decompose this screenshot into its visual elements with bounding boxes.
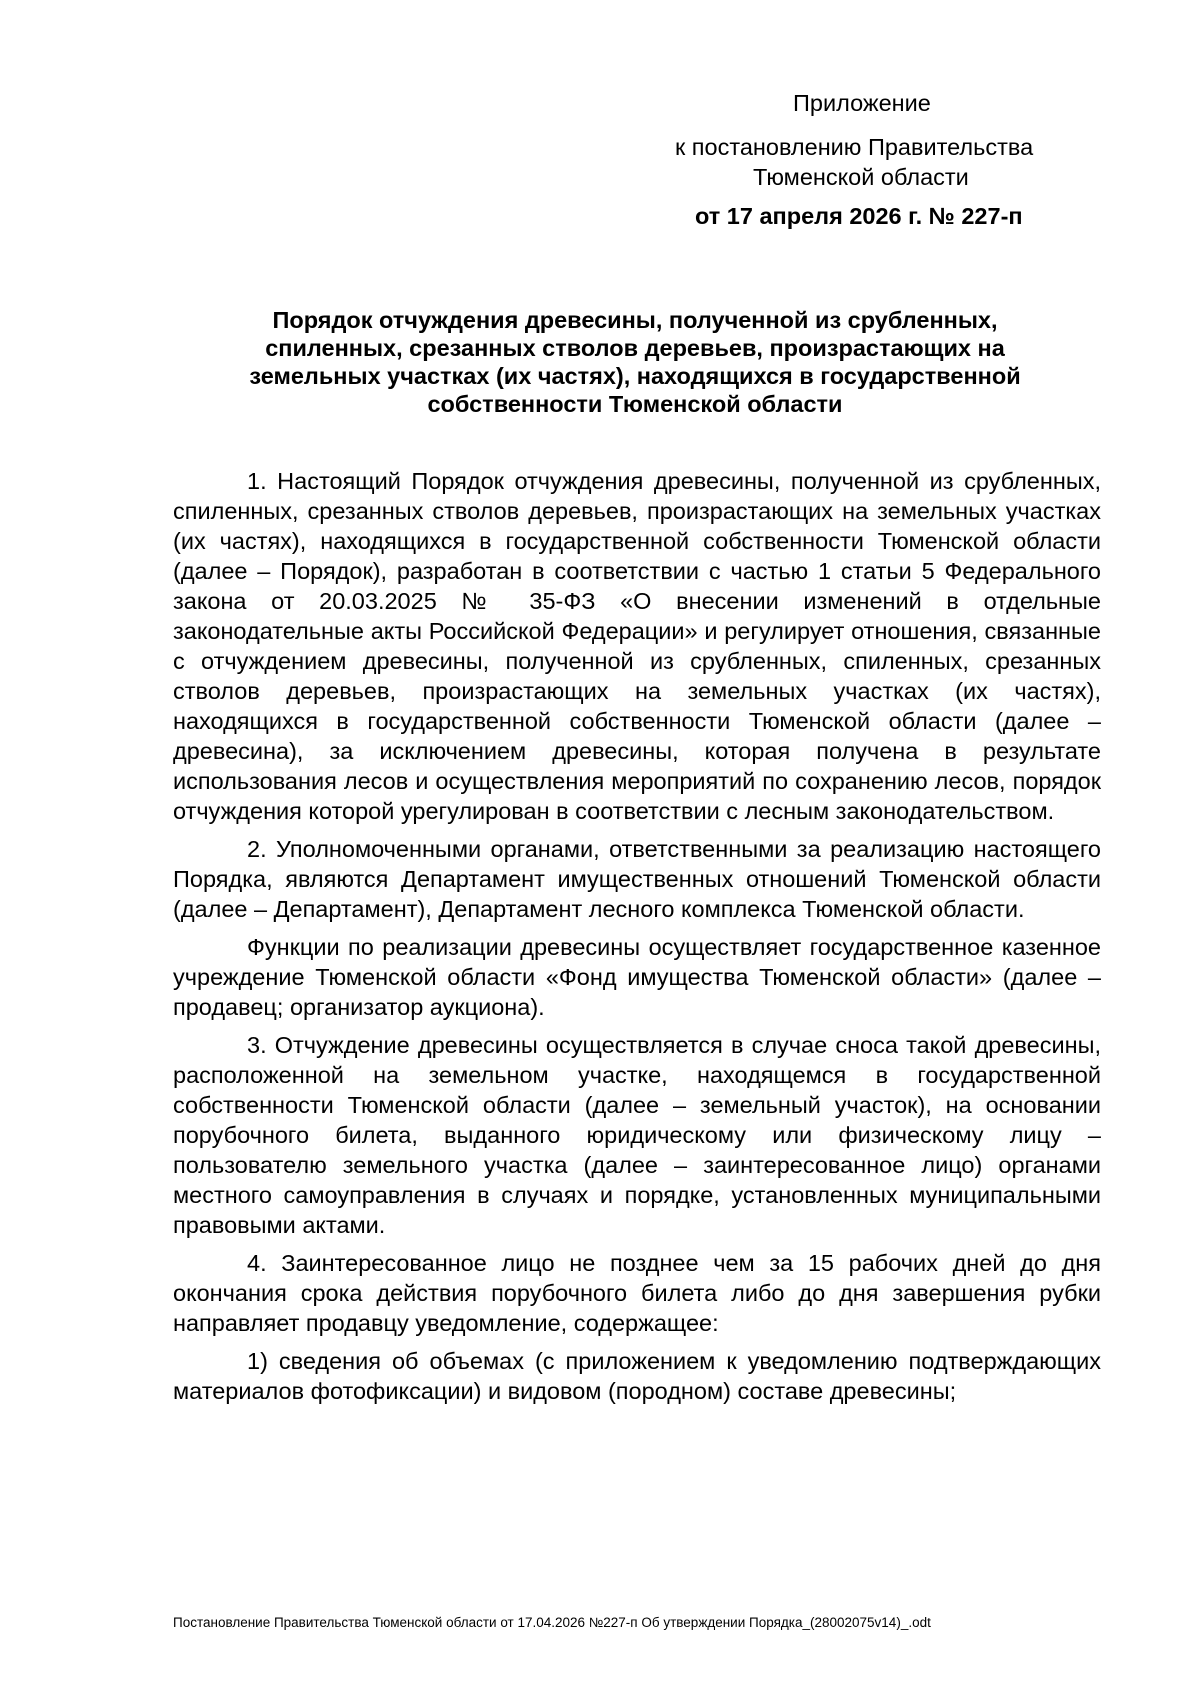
paragraph-functions: Функции по реализации древесины осуществляет государственное казенное учреждение Тюменской области «Фонд имущества Тюменской области» (далее – продавец; организатор аукциона). (173, 934, 1101, 1020)
paragraph-3: 3. Отчуждение древесины осуществляется в случае сноса такой древесины, расположенной на земельном участке, находящемся в государственной собственности Тюменской области (далее – земельный участок), на основании порубочного билета, выданного юридическому или физическому лицу – пользователю земельного участка (далее – заинтересованное лицо) органами местного самоуправления в случаях и порядке, установленных муниципальными правовыми актами. (173, 1032, 1101, 1238)
title-line: спиленных, срезанных стволов деревьев, произрастающих на (265, 335, 1005, 361)
document-body (173, 466, 1101, 1414)
title-line: земельных участках (их частях), находящихся в государственной (249, 363, 1021, 389)
title-line: Порядок отчуждения древесины, полученной из срубленных, (272, 307, 998, 333)
paragraph-1: 1. Настоящий Порядок отчуждения древесины, полученной из срубленных, спиленных, срезанных стволов деревьев, произрастающих на земельных участках (их частях), находящихся в государственной собственности Тюменской области (далее – Порядок), разработан в соответствии с частью 1 статьи 5 Федерального закона от 20.03.2025 № 35-ФЗ «О внесении изменений в отдельные законодательные акты Российской Федерации» и регулирует отношения, связанные с отчуждением древесины, полученной из срубленных, спиленных, срезанных стволов деревьев, произрастающих на земельных участках (их частях), находящихся в государственной собственности Тюменской области (далее – древесина), за исключением древесины, которая получена в результате использования лесов и осуществления мероприятий по сохранению лесов, порядок отчуждения которой урегулирован в соответствии с лесным законодательством. (173, 468, 1101, 824)
document-title (175, 306, 1095, 418)
appendix-label: Приложение (793, 90, 931, 116)
decree-reference: к постановлению Правительства (675, 134, 1034, 160)
title-line: собственности Тюменской области (427, 391, 843, 417)
paragraph-2: 2. Уполномоченными органами, ответственными за реализацию настоящего Порядка, являются Департамент имущественных отношений Тюменской области (далее – Департамент), Департамент лесного комплекса Тюменской области. (173, 836, 1101, 922)
region-name: Тюменской области (753, 164, 969, 190)
decree-date-number: от 17 апреля 2026 г. № 227-п (695, 203, 1023, 229)
page-footer: Постановление Правительства Тюменской области от 17.04.2026 №227-п Об утверждении Порядка_(28002075v14)_.odt (173, 1615, 931, 1630)
paragraph-4-item-1: 1) сведения об объемах (с приложением к уведомлению подтверждающих материалов фотофиксации) и видовом (породном) составе древесины; (173, 1348, 1101, 1404)
paragraph-4: 4. Заинтересованное лицо не позднее чем за 15 рабочих дней до дня окончания срока действия порубочного билета либо до дня завершения рубки направляет продавцу уведомление, содержащее: (173, 1250, 1101, 1336)
